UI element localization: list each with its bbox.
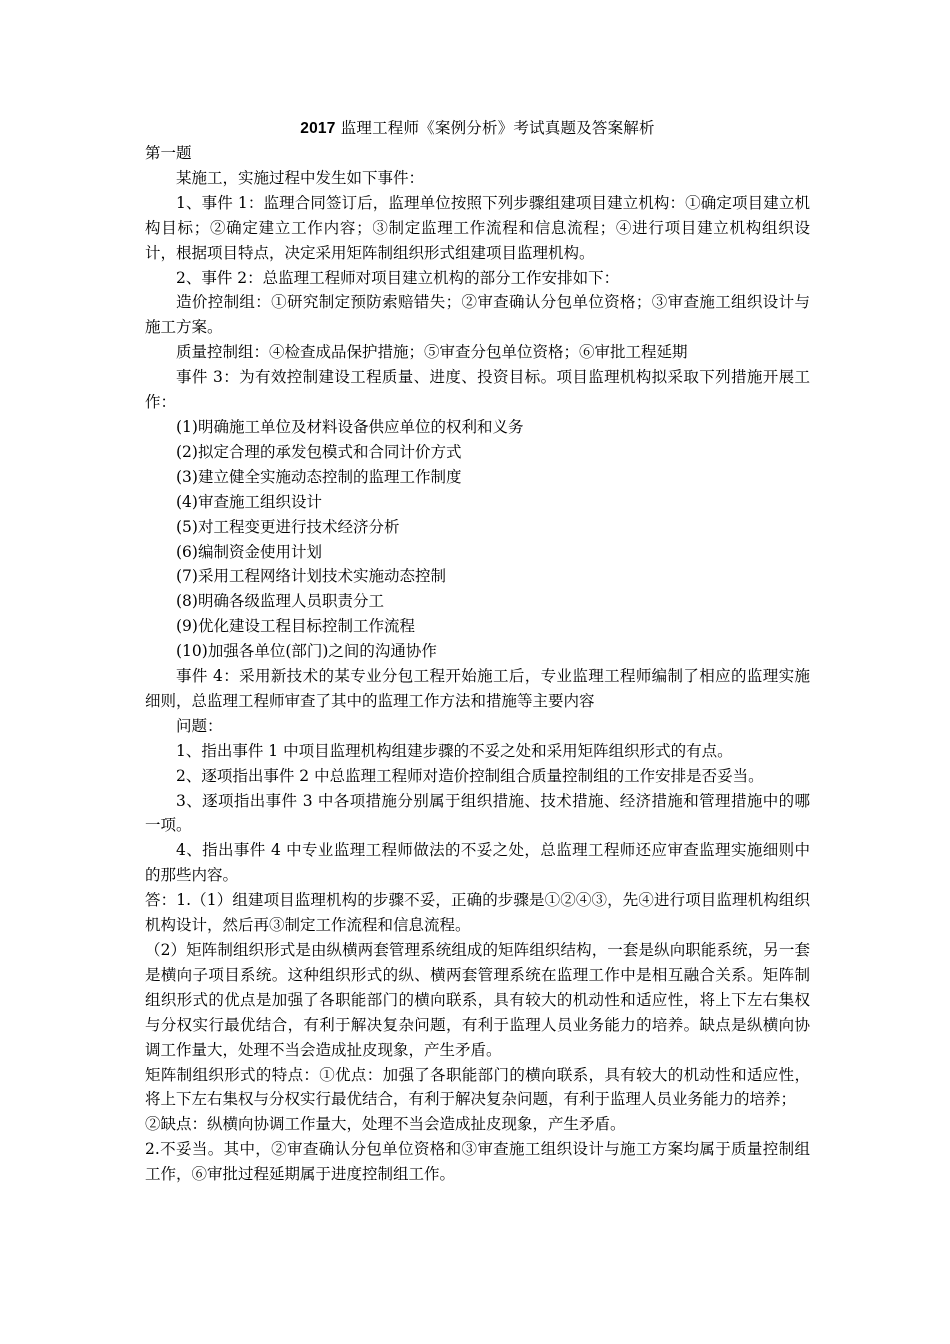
measure-item: (10)加强各单位(部门)之间的沟通协作 [176,642,437,661]
matrix-features-paragraph: 矩阵制组织形式的特点：①优点：加强了各职能部门的横向联系，具有较大的机动性和适应性，将上下左右集权与分权实行最优结合，有利于解决复杂问题，有利于监理人员业务能力的培养； [145,1065,810,1109]
question-item: 4、指出事件 4 中专业监理工程师做法的不妥之处，总监理工程师还应审查监理实施细则中的那些内容。 [145,841,810,885]
title-text: 监理工程师《案例分析》考试真题及答案解析 [335,119,655,137]
measure-item: (5)对工程变更进行技术经济分析 [176,517,400,536]
questions-label: 问题： [176,716,223,735]
answer-2-paragraph: 2.不妥当。其中，②审查确认分包单位资格和③审查施工组织设计与施工方案均属于质量控制组工作，⑥审批过程延期属于进度控制组工作。 [145,1140,810,1184]
answer-1-part2-paragraph: （2）矩阵制组织形式是由纵横两套管理系统组成的矩阵组织结构，一套是纵向职能系统，另一套是横向子项目系统。这种组织形式的纵、横两套管理系统在监理工作中是相互融合关系。矩阵制组织形式的优点是加强了各职能部门的横向联系，具有较大的机动性和适应性，将上下左右集权与分权实行最优结合，有利于解决复杂问题，有利于监理人员业务能力的培养。缺点是纵横向协调工作量大，处理不当会造成扯皮现象，产生矛盾。 [145,941,810,1059]
measure-item: (2)拟定合理的承发包模式和合同计价方式 [176,442,462,461]
question-item: 2、逐项指出事件 2 中总监理工程师对造价控制组合质量控制组的工作安排是否妥当。 [176,766,764,785]
event4-paragraph: 事件 4：采用新技术的某专业分包工程开始施工后，专业监理工程师编制了相应的监理实施细则，总监理工程师审查了其中的监理工作方法和措施等主要内容 [145,667,810,710]
document-page [145,112,810,1187]
measure-item: (6)编制资金使用计划 [176,542,322,561]
question-item: 3、逐项指出事件 3 中各项措施分别属于组织措施、技术措施、经济措施和管理措施中的哪一项。 [145,791,810,835]
document-title [145,112,810,141]
measure-item: (4)审查施工组织设计 [176,492,322,511]
measure-item: (1)明确施工单位及材料设备供应单位的权利和义务 [176,417,524,436]
event2-paragraph: 2、事件 2：总监理工程师对项目建立机构的部分工作安排如下： [176,268,620,287]
intro-paragraph: 某施工，实施过程中发生如下事件： [176,168,425,187]
measure-item: (3)建立健全实施动态控制的监理工作制度 [176,467,462,486]
event1-paragraph: 1、事件 1：监理合同签订后，监理单位按照下列步骤组建项目建立机构：①确定项目建立机构目标；②确定建立工作内容；③制定监理工作流程和信息流程；④进行项目建立机构组织设计，根据项目特点，决定采用矩阵制组织形式组建项目监理机构。 [145,193,810,262]
quality-group-paragraph: 质量控制组：④检查成品保护措施；⑤审查分包单位资格；⑥审批工程延期 [176,343,688,362]
event3-paragraph: 事件 3：为有效控制建设工程质量、进度、投资目标。项目监理机构拟采取下列措施开展工作： [145,368,810,412]
title-year: 2017 [300,120,336,137]
measure-item: (7)采用工程网络计划技术实施动态控制 [176,567,446,586]
measure-item: (8)明确各级监理人员职责分工 [176,592,384,611]
section-heading: 第一题 [145,144,192,162]
measure-item: (9)优化建设工程目标控制工作流程 [176,617,415,636]
cost-group-paragraph: 造价控制组：①研究制定预防索赔错失；②审查确认分包单位资格；③审查施工组织设计与施工方案。 [145,293,810,337]
question-item: 1、指出事件 1 中项目监理机构组建步骤的不妥之处和采用矩阵组织形式的有点。 [176,741,733,760]
matrix-cons-paragraph: ②缺点：纵横向协调工作量大，处理不当会造成扯皮现象，产生矛盾。 [145,1115,626,1134]
answer-1-paragraph: 答：1.（1）组建项目监理机构的步骤不妥，正确的步骤是①②④③，先④进行项目监理机构组织机构设计，然后再③制定工作流程和信息流程。 [145,891,810,935]
